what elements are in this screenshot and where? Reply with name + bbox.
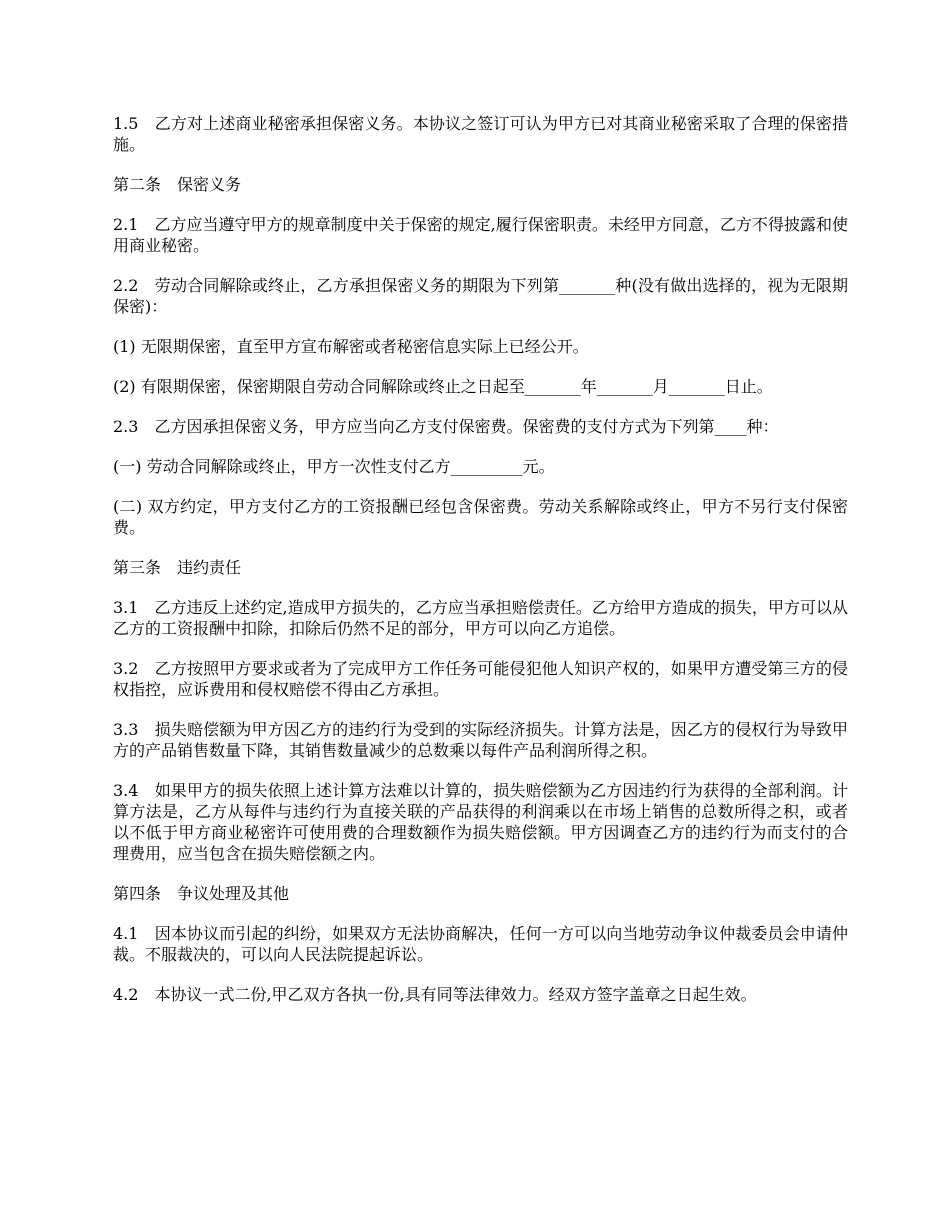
option-2-limited: (2) 有限期保密，保密期限自劳动合同解除或终止之日起至_______年_______月_______日止。 [113, 377, 773, 396]
article-3-heading: 第三条 违约责任 [113, 558, 242, 577]
article-2-heading: 第二条 保密义务 [113, 175, 242, 194]
clause-4-2: 4.2 本协议一式二份,甲乙双方各执一份,具有同等法律效力。经双方签字盖章之日起生效。 [113, 985, 757, 1004]
clause-3-3: 3.3 损失赔偿额为甲方因乙方的违约行为受到的实际经济损失。计算方法是，因乙方的侵权行为导致甲方的产品销售数量下降，其销售数量减少的总数乘以每件产品利润所得之积。 [113, 720, 848, 760]
clause-3-1: 3.1 乙方违反上述约定,造成甲方损失的，乙方应当承担赔偿责任。乙方给甲方造成的损失，甲方可以从乙方的工资报酬中扣除，扣除后仍然不足的部分，甲方可以向乙方追偿。 [113, 598, 848, 638]
clause-2-3: 2.3 乙方因承担保密义务，甲方应当向乙方支付保密费。保密费的支付方式为下列第____种： [113, 417, 779, 436]
clause-2-1: 2.1 乙方应当遵守甲方的规章制度中关于保密的规定,履行保密职责。未经甲方同意，乙方不得披露和使用商业秘密。 [113, 215, 848, 255]
article-4-heading: 第四条 争议处理及其他 [113, 884, 290, 903]
option-b-included: (二) 双方约定，甲方支付乙方的工资报酬已经包含保密费。劳动关系解除或终止，甲方不另行支付保密费。 [113, 497, 848, 537]
clause-4-1: 4.1 因本协议而引起的纠纷，如果双方无法协商解决，任何一方可以向当地劳动争议仲裁委员会申请仲裁。不服裁决的，可以向人民法院提起诉讼。 [113, 924, 848, 964]
document-body [113, 113, 848, 1024]
clause-1-5: 1.5 乙方对上述商业秘密承担保密义务。本协议之签订可认为甲方已对其商业秘密采取了合理的保密措施。 [113, 114, 848, 154]
option-a-lump-sum: (一) 劳动合同解除或终止，甲方一次性支付乙方_________元。 [113, 457, 555, 476]
clause-3-2: 3.2 乙方按照甲方要求或者为了完成甲方工作任务可能侵犯他人知识产权的，如果甲方遭受第三方的侵权指控，应诉费用和侵权赔偿不得由乙方承担。 [113, 659, 848, 699]
clause-3-4: 3.4 如果甲方的损失依照上述计算方法难以计算的，损失赔偿额为乙方因违约行为获得的全部利润。计算方法是，乙方从每件与违约行为直接关联的产品获得的利润乘以在市场上销售的总数所得之积，或者以不低于甲方商业秘密许可使用费的合理数额作为损失赔偿额。甲方因调查乙方的违约行为而支付的合理费用，应当包含在损失赔偿额之内。 [113, 781, 848, 863]
option-1-unlimited: (1) 无限期保密，直至甲方宣布解密或者秘密信息实际上已经公开。 [113, 337, 589, 356]
clause-2-2: 2.2 劳动合同解除或终止，乙方承担保密义务的期限为下列第_______种(没有做出选择的，视为无限期保密)： [113, 276, 848, 316]
